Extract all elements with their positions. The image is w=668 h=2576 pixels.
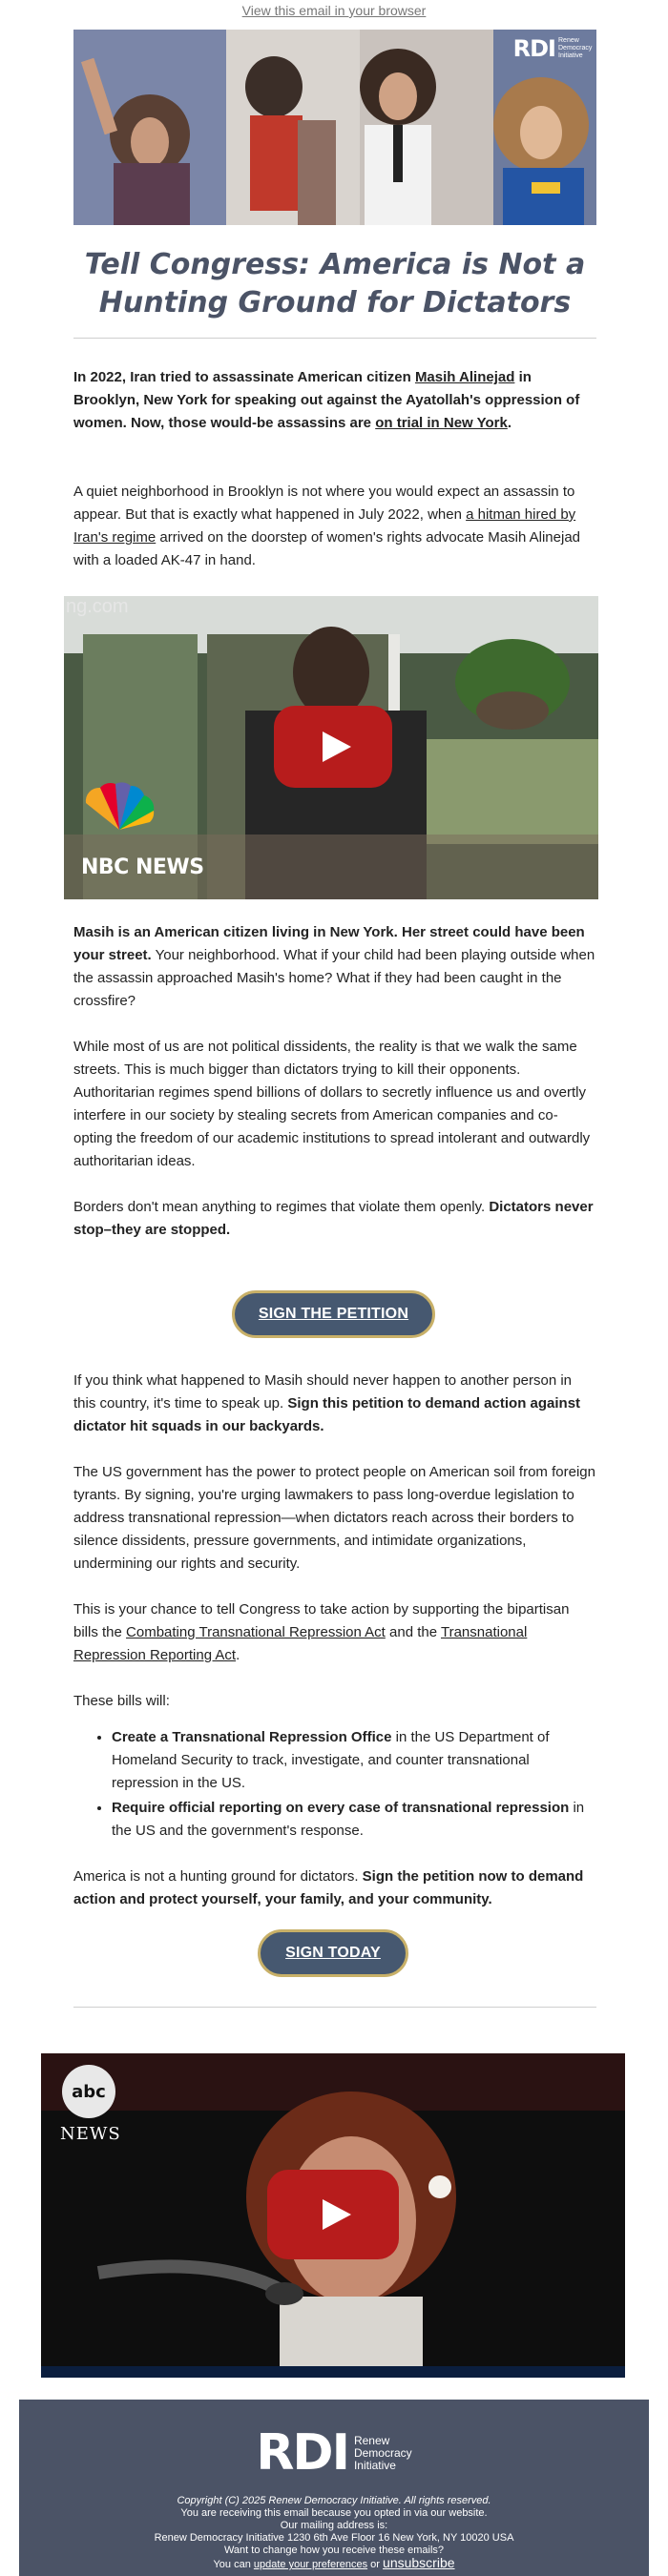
bill-2-bold: Require official reporting on every case of transnational repression xyxy=(112,1800,570,1816)
footer-logo-text-3: Initiative xyxy=(353,2458,396,2472)
title-block xyxy=(73,246,596,322)
speak-up-paragraph xyxy=(73,1370,596,1438)
footer-logo xyxy=(19,2400,649,2483)
bills-text-2: and the xyxy=(385,1624,441,1640)
page-title: Tell Congress: America is Not a Hunting Ground for Dictators xyxy=(84,248,586,319)
list-item xyxy=(112,1797,596,1843)
video1-watermark: ng.com xyxy=(66,596,129,617)
video1-brand: NBC NEWS xyxy=(81,855,204,879)
bottom-divider xyxy=(73,2007,596,2008)
header-image xyxy=(73,30,596,225)
hitman-text-1: A quiet neighborhood in Brooklyn is not where you would expect an assassin to appear. But that is exactly what happened in July 2022, when xyxy=(73,484,575,523)
bills-text-1: This is your chance to tell Congress to take action by supporting the bipartisan bills the xyxy=(73,1601,570,1640)
intro-text-1: In 2022, Iran tried to assassinate American citizen xyxy=(73,369,415,385)
bills-text-3: . xyxy=(236,1647,240,1663)
header-logo xyxy=(513,35,591,62)
borders-normal: Borders don't mean anything to regimes that violate them openly. xyxy=(73,1199,490,1215)
bill-1-rest: in the US Department of Homeland Security to track, investigate, and counter transnational repression in the US. xyxy=(112,1729,550,1791)
bills-list xyxy=(73,1726,596,1844)
abc-logo-text: abc xyxy=(72,2081,106,2102)
bills-paragraph xyxy=(73,1598,596,1667)
footer-change: Want to change how you receive these emails? xyxy=(223,2545,445,2556)
hitman-link[interactable]: a hitman hired by Iran's regime xyxy=(73,506,576,546)
footer-links xyxy=(19,2557,649,2571)
nbc-peacock-icon xyxy=(81,782,157,834)
sign-today-button[interactable]: SIGN TODAY xyxy=(258,1929,408,1977)
abc-news-text: NEWS xyxy=(60,2124,121,2144)
footer-logo-text xyxy=(354,2435,412,2472)
footer-or: or xyxy=(367,2559,384,2570)
footer-logo-text-2: Democracy xyxy=(353,2445,412,2460)
abc-video-thumbnail[interactable] xyxy=(41,2053,625,2378)
footer-copyright: Copyright (C) 2025 Renew Democracy Initiative. All rights reserved. xyxy=(177,2495,491,2506)
intro-paragraph xyxy=(73,366,596,435)
closing-paragraph xyxy=(73,1865,596,1911)
footer-logo-letters: RDI xyxy=(256,2424,348,2482)
footer-address: Renew Democracy Initiative 1230 6th Ave Floor 16 New York, NY 10020 USA xyxy=(154,2532,514,2544)
top-bar xyxy=(0,0,668,25)
speak-up-bold: Sign this petition to demand action against dictator hit squads in our backyards. xyxy=(73,1395,581,1434)
authoritarian-paragraph: While most of us are not political dissidents, the reality is that we walk the same streets. This is much bigger than dictators trying to kill their opponents. Authoritarian regimes spend billions of dollars to secretly influence us and overtly interfere in our society by stealing secrets from American companies and co-opting the freedom of our academic institutions to spread intolerant and outwardly authoritarian ideas. xyxy=(73,1039,591,1169)
on-trial-link[interactable]: on trial in New York xyxy=(375,415,508,431)
speak-up-normal: If you think what happened to Masih should never happen to another person in this country, it's time to speak up. xyxy=(73,1372,573,1412)
bill-2-rest: in the US and the government's response. xyxy=(112,1800,585,1839)
footer-logo-text-1: Renew xyxy=(353,2433,390,2447)
closing-bold: Sign the petition now to demand action and protect yourself, your family, and your community. xyxy=(73,1868,584,1907)
hitman-paragraph xyxy=(73,481,596,572)
masih-street-bold: Masih is an American citizen living in New York. Her street could have been your street. xyxy=(73,924,585,963)
reporting-act-link[interactable]: Transnational Repression Reporting Act xyxy=(73,1624,528,1663)
intro-text-2: in Brooklyn, New York for speaking out against the Ayatollah's oppression of women. Now, those would-be assassins are xyxy=(73,369,580,431)
unsubscribe-link[interactable]: unsubscribe xyxy=(383,2555,455,2570)
list-item xyxy=(112,1726,596,1795)
borders-paragraph xyxy=(73,1196,596,1242)
hitman-text-2: arrived on the doorstep of women's rights advocate Masih Alinejad with a loaded AK-47 in hand. xyxy=(73,529,581,568)
footer xyxy=(19,2400,649,2576)
masih-street-rest: Your neighborhood. What if your child had been playing outside when the assassin approached Masih's home? What if they had been caught in the crossfire? xyxy=(73,947,595,1009)
intro-text-3: . xyxy=(507,415,512,431)
bills-intro: These bills will: xyxy=(73,1693,170,1709)
video1-play-button[interactable] xyxy=(274,706,392,788)
closing-normal: America is not a hunting ground for dictators. xyxy=(73,1868,363,1885)
update-preferences-link[interactable]: update your preferences xyxy=(253,2559,368,2570)
masih-street-paragraph xyxy=(73,921,596,1013)
nbc-video-thumbnail[interactable] xyxy=(64,596,598,899)
bill-1-bold: Create a Transnational Repression Office xyxy=(112,1729,392,1745)
header-logo-letters: RDI xyxy=(512,35,555,62)
borders-bold: Dictators never stop–they are stopped. xyxy=(73,1199,594,1238)
title-divider xyxy=(73,338,596,339)
combating-act-link[interactable]: Combating Transnational Repression Act xyxy=(126,1624,386,1640)
masih-alinejad-link[interactable]: Masih Alinejad xyxy=(414,369,515,385)
abc-logo xyxy=(62,2065,115,2118)
footer-mailing-label: Our mailing address is: xyxy=(280,2520,388,2531)
view-in-browser-link[interactable]: View this email in your browser xyxy=(241,3,427,18)
government-power-paragraph: The US government has the power to protect people on American soil from foreign tyrants. By signing, you're urging lawmakers to pass long-overdue legislation to address transnational repression—when dictators reach across their borders to silence dissidents, pressure governments, and intimidate organizations, undermining our rights and security. xyxy=(73,1464,595,1572)
footer-you-can: You can xyxy=(213,2559,254,2570)
footer-optin: You are receiving this email because you opted in via our website. xyxy=(180,2507,488,2519)
sign-the-petition-button[interactable]: SIGN THE PETITION xyxy=(232,1290,435,1338)
video2-play-button[interactable] xyxy=(267,2170,399,2259)
header-logo-text: Renew Democracy Initiative xyxy=(558,37,593,59)
